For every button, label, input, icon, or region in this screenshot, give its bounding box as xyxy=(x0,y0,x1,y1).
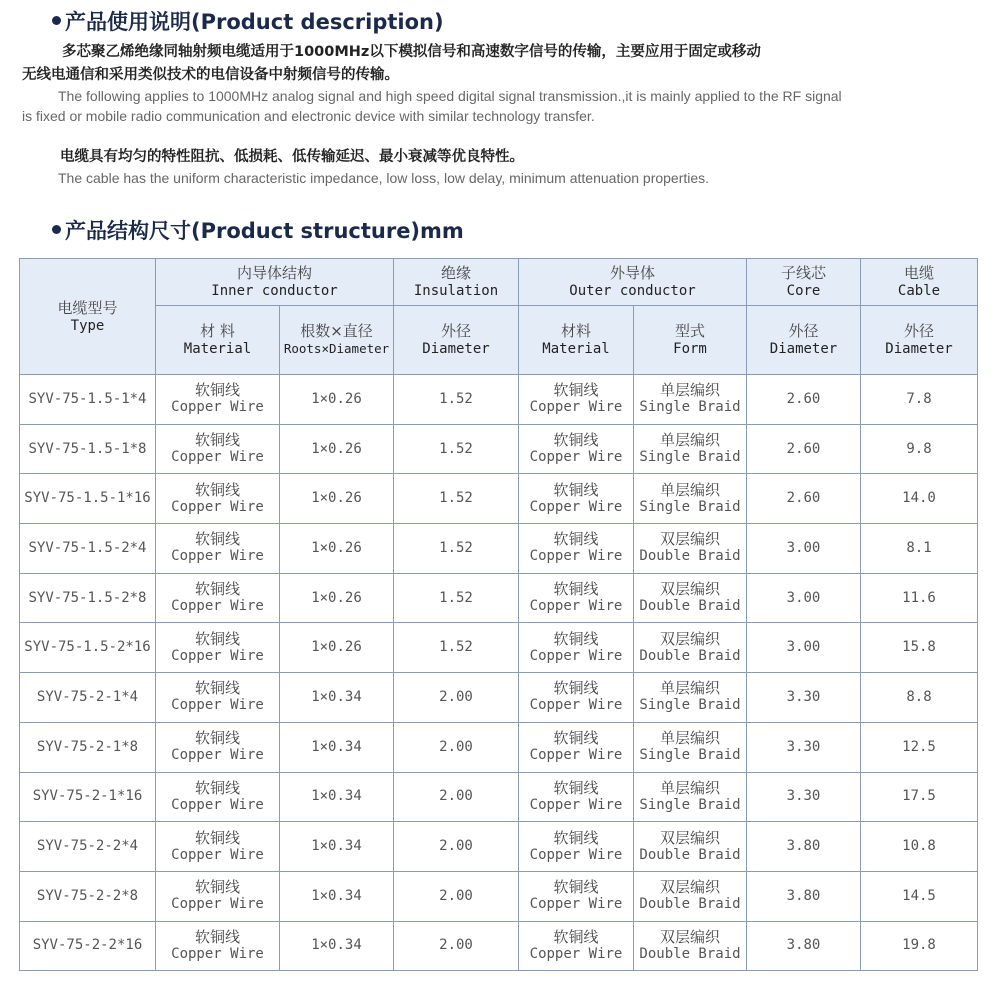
cell-outer-material: 软铜线 Copper Wire xyxy=(519,424,634,474)
cell-core-diameter: 3.30 xyxy=(747,673,861,723)
cell-insulation-diameter: 2.00 xyxy=(394,673,519,723)
cell-form: 单层编织 Single Braid xyxy=(634,673,747,723)
description-title: 产品使用说明(Product description) xyxy=(65,10,444,34)
table-row xyxy=(20,822,978,872)
description-cn-line2: 无线电通信和采用类似技术的电信设备中射频信号的传输。 xyxy=(22,67,399,83)
header-insulation-diameter: 外径 Diameter xyxy=(394,306,519,375)
cell-insulation-diameter: 2.00 xyxy=(394,722,519,772)
structure-title: 产品结构尺寸(Product structure)mm xyxy=(65,219,464,243)
cell-insulation-diameter: 2.00 xyxy=(394,822,519,872)
cell-type: SYV-75-2-2*8 xyxy=(20,871,156,921)
description-en-line2: is fixed or mobile radio communication and electronic device with similar technology transfer. xyxy=(22,108,595,124)
cell-type: SYV-75-1.5-1*4 xyxy=(20,375,156,425)
cell-roots-diameter: 1×0.34 xyxy=(280,722,394,772)
cell-type: SYV-75-2-1*8 xyxy=(20,722,156,772)
cell-form: 单层编织 Single Braid xyxy=(634,722,747,772)
cell-type: SYV-75-2-1*4 xyxy=(20,673,156,723)
bullet-icon xyxy=(52,225,61,234)
cell-outer-material: 软铜线 Copper Wire xyxy=(519,375,634,425)
cell-cable-diameter: 11.6 xyxy=(861,573,978,623)
cell-form: 单层编织 Single Braid xyxy=(634,772,747,822)
cell-inner-material: 软铜线 Copper Wire xyxy=(156,474,280,524)
cell-inner-material: 软铜线 Copper Wire xyxy=(156,424,280,474)
cell-core-diameter: 3.00 xyxy=(747,524,861,574)
header-core: 子线芯 Core xyxy=(747,259,861,306)
cell-core-diameter: 3.80 xyxy=(747,822,861,872)
cell-cable-diameter: 15.8 xyxy=(861,623,978,673)
header-cable-diameter: 外径 Diameter xyxy=(861,306,978,375)
cell-cable-diameter: 10.8 xyxy=(861,822,978,872)
description-en-line1: The following applies to 1000MHz analog signal and high speed digital signal transmission.,it is mainly applied to the RF signal xyxy=(58,88,842,104)
cell-type: SYV-75-1.5-2*8 xyxy=(20,573,156,623)
cell-core-diameter: 2.60 xyxy=(747,474,861,524)
cell-outer-material: 软铜线 Copper Wire xyxy=(519,524,634,574)
bullet-icon xyxy=(52,16,61,25)
cell-insulation-diameter: 1.52 xyxy=(394,474,519,524)
cell-inner-material: 软铜线 Copper Wire xyxy=(156,524,280,574)
cell-cable-diameter: 8.1 xyxy=(861,524,978,574)
cell-cable-diameter: 8.8 xyxy=(861,673,978,723)
cell-outer-material: 软铜线 Copper Wire xyxy=(519,573,634,623)
cell-type: SYV-75-2-2*16 xyxy=(20,921,156,971)
cell-roots-diameter: 1×0.26 xyxy=(280,375,394,425)
cell-outer-material: 软铜线 Copper Wire xyxy=(519,871,634,921)
cell-inner-material: 软铜线 Copper Wire xyxy=(156,822,280,872)
cell-outer-material: 软铜线 Copper Wire xyxy=(519,822,634,872)
header-outer-conductor: 外导体 Outer conductor xyxy=(519,259,747,306)
table-row xyxy=(20,871,978,921)
cell-core-diameter: 3.00 xyxy=(747,573,861,623)
cell-roots-diameter: 1×0.34 xyxy=(280,871,394,921)
cell-inner-material: 软铜线 Copper Wire xyxy=(156,921,280,971)
table-row xyxy=(20,524,978,574)
cell-outer-material: 软铜线 Copper Wire xyxy=(519,623,634,673)
cell-roots-diameter: 1×0.26 xyxy=(280,474,394,524)
header-type: 电缆型号 Type xyxy=(20,259,156,375)
cell-cable-diameter: 7.8 xyxy=(861,375,978,425)
table-row xyxy=(20,424,978,474)
cell-inner-material: 软铜线 Copper Wire xyxy=(156,375,280,425)
cell-outer-material: 软铜线 Copper Wire xyxy=(519,921,634,971)
cell-type: SYV-75-2-2*4 xyxy=(20,822,156,872)
cell-core-diameter: 3.80 xyxy=(747,871,861,921)
cell-outer-material: 软铜线 Copper Wire xyxy=(519,722,634,772)
cell-insulation-diameter: 1.52 xyxy=(394,623,519,673)
header-outer-material: 材料 Material xyxy=(519,306,634,375)
cell-type: SYV-75-1.5-1*8 xyxy=(20,424,156,474)
header-insulation: 绝缘 Insulation xyxy=(394,259,519,306)
table-row xyxy=(20,474,978,524)
cell-insulation-diameter: 2.00 xyxy=(394,921,519,971)
cell-outer-material: 软铜线 Copper Wire xyxy=(519,673,634,723)
cell-form: 双层编织 Double Braid xyxy=(634,822,747,872)
cell-core-diameter: 2.60 xyxy=(747,424,861,474)
cell-insulation-diameter: 1.52 xyxy=(394,524,519,574)
cell-core-diameter: 3.00 xyxy=(747,623,861,673)
cell-inner-material: 软铜线 Copper Wire xyxy=(156,772,280,822)
cell-cable-diameter: 12.5 xyxy=(861,722,978,772)
cell-type: SYV-75-1.5-1*16 xyxy=(20,474,156,524)
cell-type: SYV-75-1.5-2*4 xyxy=(20,524,156,574)
table-row xyxy=(20,673,978,723)
cell-form: 双层编织 Double Braid xyxy=(634,623,747,673)
header-roots-diameter: 根数×直径 Roots×Diameter xyxy=(280,306,394,375)
product-structure-table xyxy=(19,258,978,971)
cell-core-diameter: 3.80 xyxy=(747,921,861,971)
cell-core-diameter: 2.60 xyxy=(747,375,861,425)
cell-roots-diameter: 1×0.26 xyxy=(280,623,394,673)
cell-type: SYV-75-2-1*16 xyxy=(20,772,156,822)
cell-form: 双层编织 Double Braid xyxy=(634,524,747,574)
cell-core-diameter: 3.30 xyxy=(747,772,861,822)
cell-insulation-diameter: 1.52 xyxy=(394,375,519,425)
table-row xyxy=(20,623,978,673)
cell-form: 双层编织 Double Braid xyxy=(634,871,747,921)
cell-roots-diameter: 1×0.34 xyxy=(280,772,394,822)
cell-form: 双层编织 Double Braid xyxy=(634,921,747,971)
header-inner-conductor: 内导体结构 Inner conductor xyxy=(156,259,394,306)
properties-en: The cable has the uniform characteristic impedance, low loss, low delay, minimum attenuation properties. xyxy=(58,170,710,186)
cell-insulation-diameter: 1.52 xyxy=(394,573,519,623)
table-row xyxy=(20,375,978,425)
cell-core-diameter: 3.30 xyxy=(747,722,861,772)
cell-roots-diameter: 1×0.26 xyxy=(280,424,394,474)
cell-form: 单层编织 Single Braid xyxy=(634,424,747,474)
cell-outer-material: 软铜线 Copper Wire xyxy=(519,772,634,822)
table-row xyxy=(20,921,978,971)
header-form: 型式 Form xyxy=(634,306,747,375)
table-row xyxy=(20,573,978,623)
cell-cable-diameter: 14.5 xyxy=(861,871,978,921)
header-material: 材 料 Material xyxy=(156,306,280,375)
cell-roots-diameter: 1×0.26 xyxy=(280,524,394,574)
cell-cable-diameter: 17.5 xyxy=(861,772,978,822)
table-row xyxy=(20,772,978,822)
cell-inner-material: 软铜线 Copper Wire xyxy=(156,573,280,623)
cell-roots-diameter: 1×0.34 xyxy=(280,673,394,723)
cell-inner-material: 软铜线 Copper Wire xyxy=(156,722,280,772)
table-row xyxy=(20,722,978,772)
cell-insulation-diameter: 2.00 xyxy=(394,772,519,822)
cell-inner-material: 软铜线 Copper Wire xyxy=(156,871,280,921)
cell-inner-material: 软铜线 Copper Wire xyxy=(156,673,280,723)
header-cable: 电缆 Cable xyxy=(861,259,978,306)
structure-heading xyxy=(52,215,464,245)
properties-cn: 电缆具有均匀的特性阻抗、低损耗、低传输延迟、最小衰减等优良特性。 xyxy=(60,149,524,165)
description-heading xyxy=(52,6,444,36)
cell-form: 单层编织 Single Braid xyxy=(634,375,747,425)
header-core-diameter: 外径 Diameter xyxy=(747,306,861,375)
cell-cable-diameter: 14.0 xyxy=(861,474,978,524)
cell-cable-diameter: 9.8 xyxy=(861,424,978,474)
cell-roots-diameter: 1×0.34 xyxy=(280,822,394,872)
cell-outer-material: 软铜线 Copper Wire xyxy=(519,474,634,524)
cell-insulation-diameter: 1.52 xyxy=(394,424,519,474)
cell-form: 双层编织 Double Braid xyxy=(634,573,747,623)
cell-inner-material: 软铜线 Copper Wire xyxy=(156,623,280,673)
cell-type: SYV-75-1.5-2*16 xyxy=(20,623,156,673)
cell-form: 单层编织 Single Braid xyxy=(634,474,747,524)
cell-cable-diameter: 19.8 xyxy=(861,921,978,971)
cell-roots-diameter: 1×0.34 xyxy=(280,921,394,971)
cell-insulation-diameter: 2.00 xyxy=(394,871,519,921)
description-cn-line1: 多芯聚乙烯绝缘同轴射频电缆适用于1000MHz以下模拟信号和高速数字信号的传输，主要应用于固定或移动 xyxy=(62,44,761,60)
cell-roots-diameter: 1×0.26 xyxy=(280,573,394,623)
